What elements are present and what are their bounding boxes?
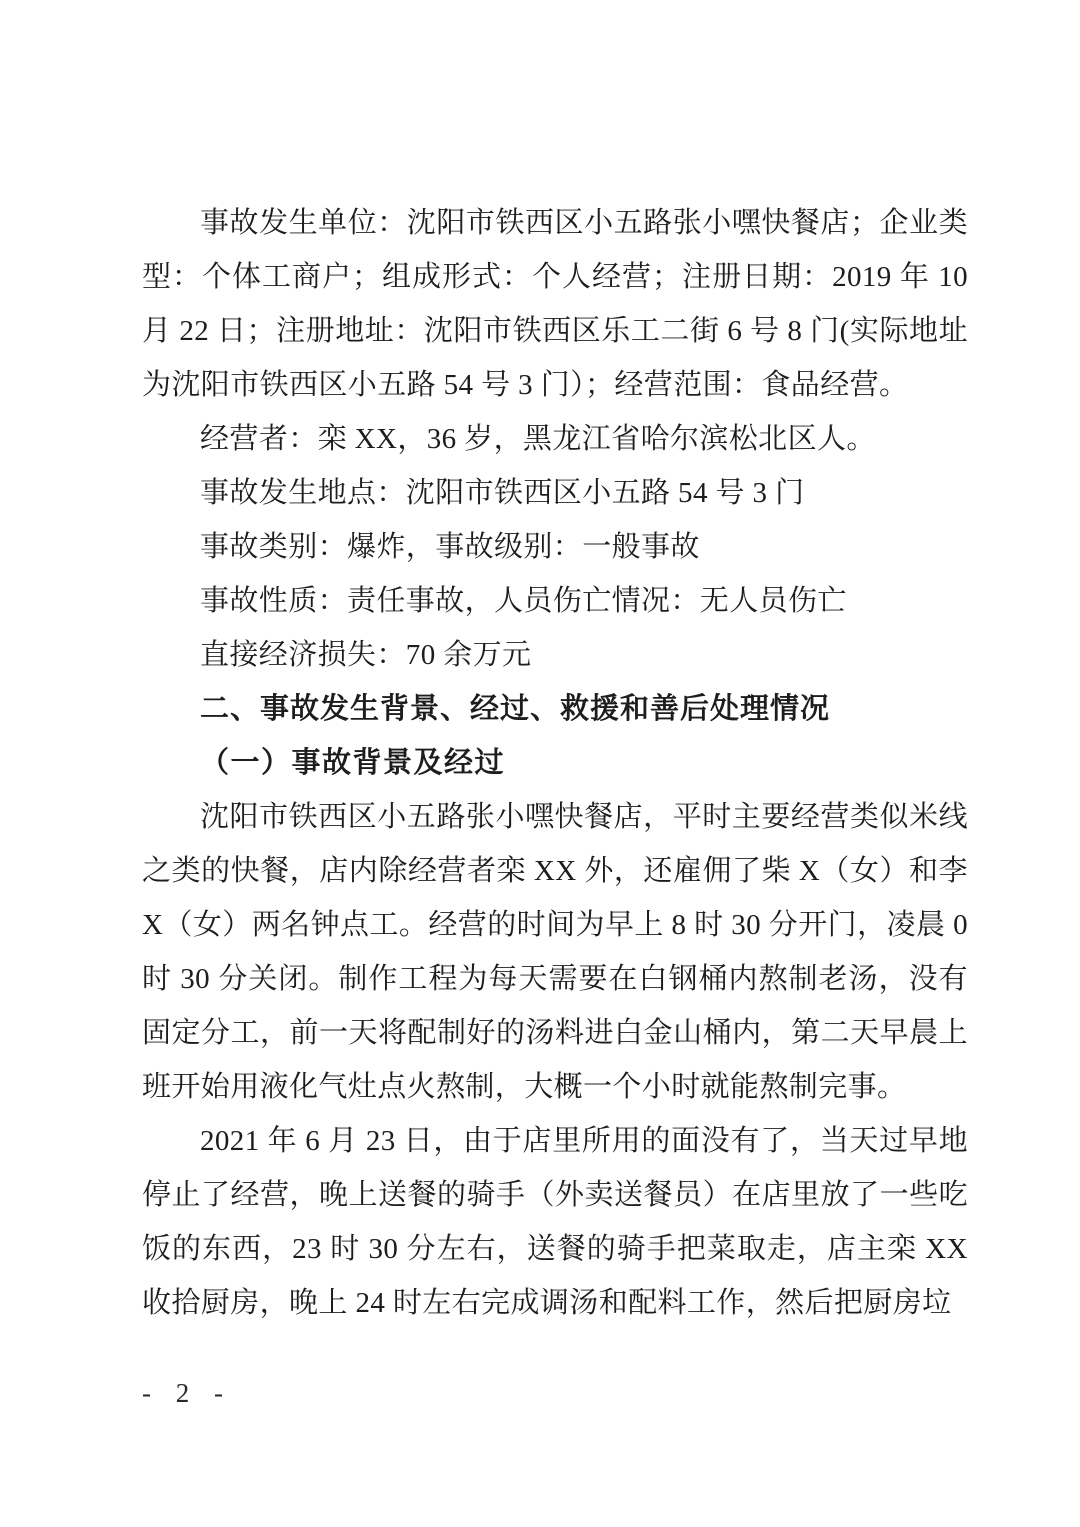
paragraph-operator-info: 经营者：栾 XX，36 岁，黑龙江省哈尔滨松北区人。 [200, 423, 876, 455]
document-content [142, 196, 968, 1330]
paragraph-accident-category: 事故类别：爆炸，事故级别：一般事故 [200, 531, 700, 563]
paragraph-accident-nature: 事故性质：责任事故，人员伤亡情况：无人员伤亡 [200, 585, 847, 617]
paragraph-restaurant-background: 沈阳市铁西区小五路张小嘿快餐店，平时主要经营类似米线之类的快餐，店内除经营者栾 XX 外，还雇佣了柴 X（女）和李 X（女）两名钟点工。经营的时间为早上 8 时 30 分开门，凌晨 0 时 30 分关闭。制作工程为每天需要在白钢桶内熬制老汤，没有固定分工，前一天将配制好的汤料进白金山桶内，第二天早晨上班开始用液化气灶点火熬制，大概一个小时就能熬制完事。 [142, 801, 968, 1103]
paragraph-economic-loss: 直接经济损失：70 余万元 [200, 639, 532, 671]
paragraph-incident-narrative: 2021 年 6 月 23 日，由于店里所用的面没有了，当天过早地停止了经营，晚上送餐的骑手（外卖送餐员）在店里放了一些吃饭的东西，23 时 30 分左右，送餐的骑手把菜取走，店主栾 XX 收拾厨房，晚上 24 时左右完成调汤和配料工作，然后把厨房垃 [142, 1125, 968, 1319]
section-heading-background-rescue: 二、事故发生背景、经过、救援和善后处理情况 [200, 693, 831, 725]
page-number: - 2 - [142, 1378, 232, 1408]
paragraph-accident-unit-info: 事故发生单位：沈阳市铁西区小五路张小嘿快餐店；企业类型：个体工商户；组成形式：个人经营；注册日期：2019 年 10 月 22 日；注册地址：沈阳市铁西区乐工二街 6 号 8 门(实际地址为沈阳市铁西区小五路 54 号 3 门）；经营范围：食品经营。 [142, 207, 968, 401]
subsection-heading-background-course: （一）事故背景及经过 [200, 747, 506, 779]
paragraph-accident-location: 事故发生地点：沈阳市铁西区小五路 54 号 3 门 [200, 477, 805, 509]
